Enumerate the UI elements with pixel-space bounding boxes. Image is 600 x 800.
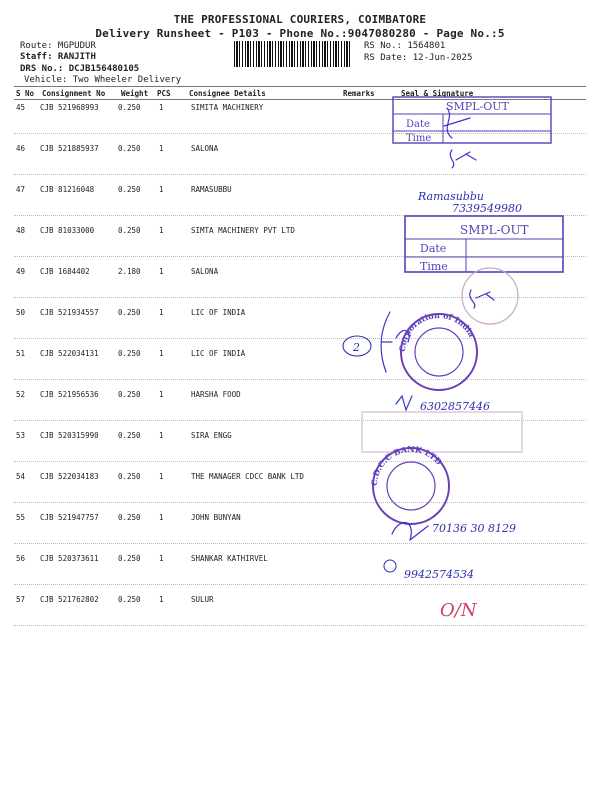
vehicle-label: Vehicle: Two Wheeler Delivery bbox=[24, 75, 182, 85]
row-consignment: CJB 522034183 bbox=[40, 472, 99, 481]
row-weight: 0.250 bbox=[118, 308, 141, 317]
row-pcs: 1 bbox=[159, 472, 164, 481]
row-weight: 0.250 bbox=[118, 390, 141, 399]
row-pcs: 1 bbox=[159, 185, 164, 194]
row-consignee: SIMITA MACHINERY bbox=[191, 103, 264, 112]
col-remarks: Remarks bbox=[343, 89, 375, 98]
row-consignee: LIC OF INDIA bbox=[191, 308, 246, 317]
row-sno: 57 bbox=[16, 595, 26, 604]
row-weight: 0.250 bbox=[118, 595, 141, 604]
lic-seal bbox=[397, 310, 477, 390]
company-title: THE PROFESSIONAL COURIERS, COIMBATORE bbox=[173, 13, 427, 26]
lic-seal-text: Corporation of India bbox=[396, 309, 477, 353]
row-consignee: THE MANAGER CDCC BANK LTD bbox=[191, 472, 304, 481]
row-consignee: SULUR bbox=[191, 595, 214, 604]
handwriting-row56-phone: 9942574534 bbox=[404, 568, 474, 581]
col-seal-signature: Seal & Signature bbox=[401, 89, 474, 98]
faint-stamp-row53 bbox=[362, 412, 522, 452]
smpl-out-stamp bbox=[393, 97, 551, 144]
smpl-out-stamp-2 bbox=[405, 216, 563, 273]
row-consignment: CJB 521885937 bbox=[40, 144, 99, 153]
row-weight: 0.250 bbox=[118, 226, 141, 235]
row-sno: 49 bbox=[16, 267, 26, 276]
handwriting-row51-mark: 2 bbox=[353, 341, 360, 354]
row-consignment: CJB 521956536 bbox=[40, 390, 99, 399]
row-consignee: SALONA bbox=[191, 267, 219, 276]
row-weight: 0.250 bbox=[118, 472, 141, 481]
row-weight: 2.180 bbox=[118, 267, 141, 276]
row-consignee: SIMTA MACHINERY PVT LTD bbox=[191, 226, 295, 235]
row-weight: 0.250 bbox=[118, 431, 141, 440]
row-sno: 50 bbox=[16, 308, 26, 317]
signature-row49 bbox=[470, 290, 494, 308]
row-sno: 56 bbox=[16, 554, 26, 563]
staff-label: Staff: RANJITH bbox=[20, 52, 96, 62]
row-consignment: CJB 521947757 bbox=[40, 513, 99, 522]
row-consignee: SALONA bbox=[191, 144, 219, 153]
svg-text:Corporation of India bbox=[397, 310, 477, 352]
col-consignee: Consignee Details bbox=[189, 89, 266, 98]
col-consignment: Consignment No bbox=[42, 89, 106, 98]
row-consignment: CJB 520373611 bbox=[40, 554, 99, 563]
rs-number: RS No.: 1564801 bbox=[364, 41, 446, 51]
row-consignment: CJB 1684402 bbox=[40, 267, 90, 276]
route-label: Route: MGPUDUR bbox=[20, 41, 96, 51]
row-pcs: 1 bbox=[159, 308, 164, 317]
row-sno: 51 bbox=[16, 349, 26, 358]
row-consignee: LIC OF INDIA bbox=[191, 349, 246, 358]
row-sno: 46 bbox=[16, 144, 26, 153]
row-sno: 54 bbox=[16, 472, 26, 481]
row-consignment: CJB 521968993 bbox=[40, 103, 99, 112]
row-sno: 52 bbox=[16, 390, 26, 399]
row-weight: 0.250 bbox=[118, 554, 141, 563]
col-pcs: PCS bbox=[157, 89, 171, 98]
row-consignment: CJB 522034131 bbox=[40, 349, 99, 358]
row-consignment: CJB 81033000 bbox=[40, 226, 95, 235]
row-weight: 0.250 bbox=[118, 185, 141, 194]
smpl-out-text-2: SMPL-OUT bbox=[460, 223, 529, 237]
row-weight: 0.250 bbox=[118, 513, 141, 522]
row-sno: 45 bbox=[16, 103, 26, 112]
row-sno: 53 bbox=[16, 431, 26, 440]
row-pcs: 1 bbox=[159, 595, 164, 604]
stamp-date-label-2: Date bbox=[420, 242, 447, 255]
row-consignment: CJB 520315990 bbox=[40, 431, 99, 440]
bracket-row50 bbox=[381, 312, 392, 372]
row-weight: 0.250 bbox=[118, 349, 141, 358]
row-consignee: RAMASUBBU bbox=[191, 185, 232, 194]
handwriting-row47-phone: 7339549980 bbox=[452, 202, 522, 215]
row-weight: 0.250 bbox=[118, 103, 141, 112]
col-sno: S No bbox=[16, 89, 35, 98]
row-consignee: HARSHA FOOD bbox=[191, 390, 241, 399]
handwriting-row52-phone: 6302857446 bbox=[420, 400, 490, 413]
rs-date: RS Date: 12-Jun-2025 bbox=[364, 53, 473, 63]
row-pcs: 1 bbox=[159, 431, 164, 440]
signature-row46 bbox=[450, 150, 476, 168]
signature-row52 bbox=[396, 396, 412, 410]
row-consignment: CJB 521762802 bbox=[40, 595, 99, 604]
stamp-time-label-2: Time bbox=[420, 260, 448, 273]
row-pcs: 1 bbox=[159, 349, 164, 358]
row-consignment: CJB 521934557 bbox=[40, 308, 99, 317]
stamp-date-label: Date bbox=[406, 119, 430, 130]
mark-row56 bbox=[384, 560, 396, 572]
row-pcs: 1 bbox=[159, 103, 164, 112]
handwriting-row57-note: O/N bbox=[440, 600, 477, 621]
stamp-time-label: Time bbox=[406, 133, 432, 144]
row-sno: 48 bbox=[16, 226, 26, 235]
row-pcs: 1 bbox=[159, 390, 164, 399]
drs-number: DRS No.: DCJB156480105 bbox=[20, 64, 140, 74]
row-weight: 0.250 bbox=[118, 144, 141, 153]
col-weight: Weight bbox=[121, 89, 149, 98]
handwriting-row47-name: Ramasubbu bbox=[418, 190, 484, 203]
handwriting-row55-phone: 70136 30 8129 bbox=[432, 522, 516, 535]
row-consignment: CJB 81216048 bbox=[40, 185, 95, 194]
row-sno: 47 bbox=[16, 185, 26, 194]
row-consignee: SHANKAR KATHIRVEL bbox=[191, 554, 268, 563]
row-sno: 55 bbox=[16, 513, 26, 522]
svg-text:C.D.C.C BANK LTD bbox=[369, 444, 444, 486]
row-pcs: 1 bbox=[159, 554, 164, 563]
row-pcs: 1 bbox=[159, 267, 164, 276]
signature-row55 bbox=[392, 523, 428, 540]
runsheet-title: Delivery Runsheet - P103 - Phone No.:9047080280 - Page No.:5 bbox=[95, 27, 505, 40]
bank-seal bbox=[369, 444, 449, 524]
row-pcs: 1 bbox=[159, 513, 164, 522]
row-pcs: 1 bbox=[159, 226, 164, 235]
smpl-out-text: SMPL-OUT bbox=[446, 100, 509, 113]
row-pcs: 1 bbox=[159, 144, 164, 153]
bank-seal-text: C.D.C.C BANK LTD bbox=[368, 443, 445, 487]
row-consignee: JOHN BUNYAN bbox=[191, 513, 241, 522]
row-consignee: SIRA ENGG bbox=[191, 431, 232, 440]
